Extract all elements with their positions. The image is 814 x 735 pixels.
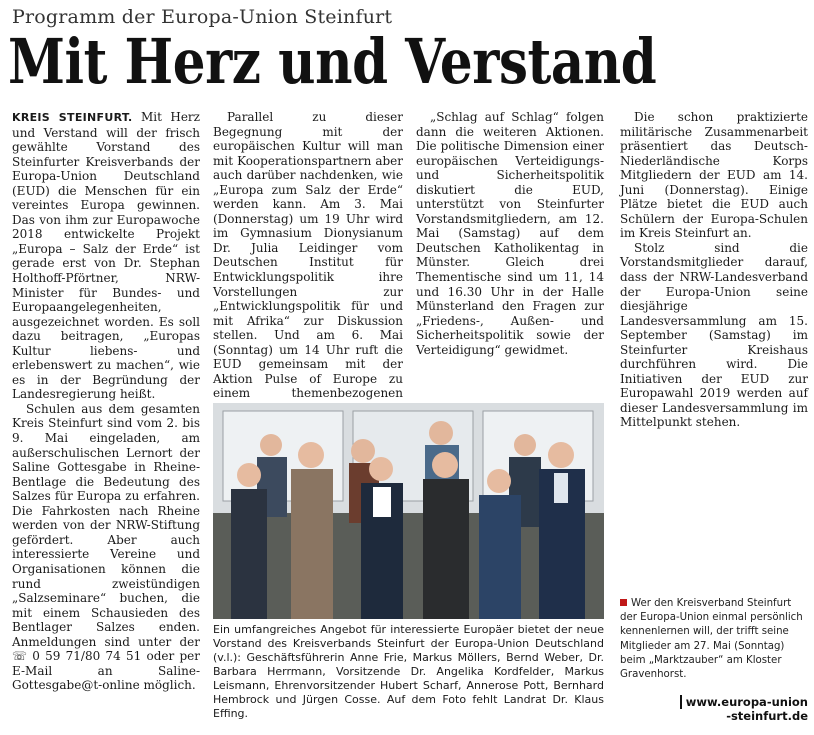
dateline: KREIS STEINFURT. [12,111,133,124]
paragraph-intro [12,110,200,402]
article-headline: Mit Herz und Verstand [8,25,657,98]
paragraph-1-text: Mit Herz und Verstand will der frisch gewählte Vorstand des Steinfurter Kreisverbands der Europa-Union Deutschland (EUD) die Menschen für ein vereintes Europa gewinnen. Das von ihm zur Europawoche 2018 entwickelte Projekt „Europa – Salz der Erde“ ist gerade erst von Dr. Stephan Holthoff-Pförtner, NRW-Minister für Bundes- und Europaangelegenheiten, ausgezeichnet worden. Es soll dazu beitragen, „Europas Kultur liebens- und erlebenswert zu machen“, wie es in der Begründung der Landesregierung heißt. [12,110,200,402]
paragraph-2: Schulen aus dem gesamten Kreis Steinfurt sind vom 2. bis 9. Mai eingeladen, am außerschulischen Lernort der Saline Gottesgabe in Rheine-Bentlage die Bedeutung des Salzes für Europa zu erfahren. Die Fahrkosten nach Rheine werden von der NRW-Stiftung gefördert. Aber auch interessierte Vereine und Organisationen können die rund zweistündigen „Salzseminare“ buchen, die mit einem Schausieden des Bentlager Salzes enden. Anmeldungen sind unter der ☏ 0 59 71/80 74 51 oder per E-Mail an Saline-Gottesgabe@t-online möglich. [12,401,200,693]
column-3 [416,110,604,400]
column-1 [12,110,200,725]
group-photo [213,403,604,619]
paragraph-5: Die schon praktizierte militärische Zusammenarbeit präsentiert das Deutsch-Niederländische Korps Mitgliedern der EUD am 14. Juni (Donnerstag). Einige Plätze bietet die EUD auch Schülern der Europa-Schulen im Kreis Steinfurt an. [620,110,808,241]
group-photo-illustration [213,403,604,619]
info-box [620,597,810,682]
paragraph-4: „Schlag auf Schlag“ folgen dann die weiteren Aktionen. Die politische Dimension einer europäischen Verteidigungs- und Sicherheitspolitik diskutiert die EUD, unterstützt von Steinfurter Vorstandsmitgliedern, am 12. Mai (Samstag) auf dem Deutschen Katholikentag in Münster. Gleich drei Thementische sind um 11, 14 und 16.30 Uhr in der Halle Münsterland den Fragen zur „Friedens-, Außen- und Sicherheitspolitik sowie der Verteidigung“ gewidmet. [416,110,604,357]
column-2 [213,110,403,400]
column-4 [620,110,808,596]
website-line-2[interactable]: -steinfurt.de [726,709,808,723]
paragraph-3: Parallel zu dieser Begegnung mit der europäischen Kultur will man mit Kooperationspartnern aber auch darüber nachdenken, wie „Europa zum Salz der Erde“ werden kann. Am 3. Mai (Donnerstag) um 19 Uhr wird im Gymnasium Dionysianum Dr. Julia Leidinger vom Deutschen Institut für Entwicklungspolitik ihre Vorstellungen zur „Entwicklungspolitik für und mit Afrika“ zur Diskussion stellen. Und am 6. Mai (Sonntag) um 14 Uhr ruft die EUD gemeinsam mit der Aktion Pulse of Europe zu einem themenbezogenen [213,110,403,401]
article-kicker: Programm der Europa-Union Steinfurt [12,6,393,28]
paragraph-6: Stolz sind die Vorstandsmitglieder darauf, dass der NRW-Landesverband der Europa-Union seine diesjährige Landesversammlung am 15. September (Samstag) im Steinfurter Kreishaus durchführen wird. Die Initiativen der EUD zur Europawahl 2019 werden auf dieser Landesversammlung im Mittelpunkt stehen. [620,240,808,430]
bullet-icon [620,599,627,606]
photo-caption: Ein umfangreiches Angebot für interessierte Europäer bietet der neue Vorstand des Kreisverbands Steinfurt der Europa-Union Deutschland (v.l.): Geschäftsführerin Anne Frie, Markus Möllers, Bernd Weber, Dr. Barbara Herrmann, Vorsitzende Dr. Angelika Kordfelder, Markus Leismann, Ehrenvorsitzender Hubert Scharf, Annerose Pott, Bernhard Hembrock und Jürgen Cosse. Auf dem Foto fehlt Landrat Dr. Klaus Effing. [213,623,604,720]
info-text: Wer den Kreisverband Steinfurt der Europa-Union einmal persönlich kennenlernen will, der trifft seine Mitglieder am 27. Mai (Sonntag) beim „Marktzauber“ am Kloster Gravenhorst. [620,598,803,681]
website-line-1[interactable]: www.europa-union [680,695,808,709]
website-link[interactable] [680,695,808,723]
